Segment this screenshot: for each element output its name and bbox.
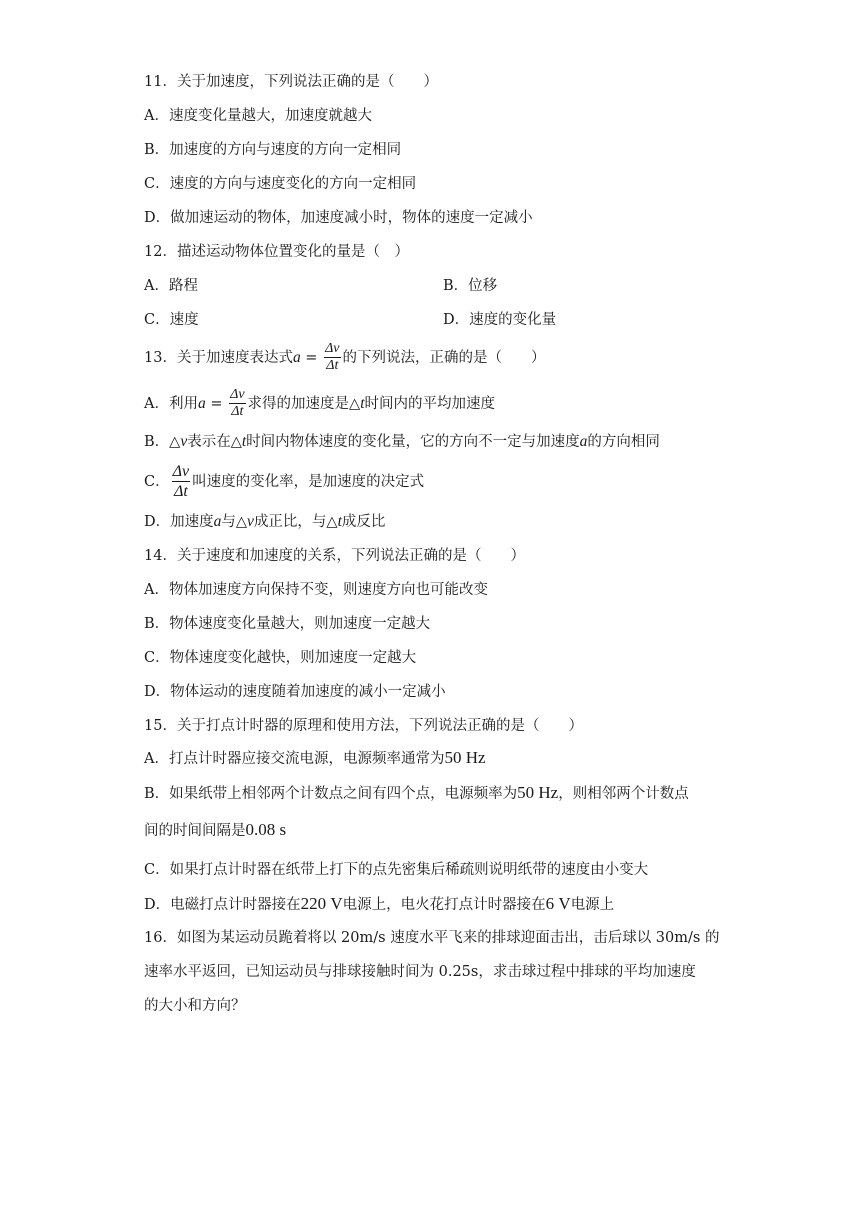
- q13-b-pre: B．△: [144, 434, 181, 450]
- q15-b-pre: B．如果纸带上相邻两个计数点之间有四个点，电源频率为: [144, 786, 518, 802]
- q14-option-a: A．物体加速度方向保持不变，则速度方向也可能改变: [144, 582, 488, 598]
- q13-b-var-v: v: [180, 433, 188, 450]
- q13-c-fraction: [172, 462, 191, 501]
- q13-a-fraction: [229, 387, 245, 420]
- q13-option-d: [144, 512, 385, 532]
- q13-a-eq: =: [205, 396, 228, 412]
- q12-option-d: D．速度的变化量: [443, 312, 557, 328]
- q15-b2-pre: 间的时间间隔是: [144, 823, 246, 839]
- q13-c-frac-num: Δv: [172, 462, 190, 480]
- q13-b-mid1: 表示在△: [187, 434, 242, 450]
- q13-option-b: [144, 432, 660, 452]
- q15-d-post: 电源上: [570, 897, 615, 913]
- q13-stem: [144, 340, 546, 376]
- q16-line-3: 的大小和方向？: [144, 998, 246, 1014]
- q13-c-post: 叫速度的变化率，是加速度的决定式: [192, 474, 425, 490]
- q13-b-post: 的方向相同: [587, 434, 660, 450]
- q11-option-b: B．加速度的方向与速度的方向一定相同: [144, 142, 402, 158]
- q13-stem-frac-num: Δv: [325, 340, 340, 356]
- q12-option-a: A．路程: [144, 278, 198, 294]
- q13-stem-var-a: a: [292, 349, 301, 366]
- q13-a-var-a: a: [197, 395, 206, 412]
- q15-option-d: [144, 894, 614, 915]
- q13-b-var-a: a: [579, 433, 588, 450]
- q15-option-a: [144, 748, 486, 769]
- q14-option-d: D．物体运动的速度随着加速度的减小一定减小: [144, 684, 446, 700]
- q15-b2-value: 0.08 s: [245, 820, 287, 839]
- q15-a-pre: A．打点计时器应接交流电源，电源频率通常为: [144, 751, 445, 767]
- q16-line-1: 16．如图为某运动员跪着将以 20m/s 速度水平飞来的排球迎面击出，击后球以 30m/s 的: [144, 930, 720, 946]
- q15-option-b: [144, 783, 689, 804]
- q13-a-post2: 时间内的平均加速度: [364, 396, 496, 412]
- q15-stem: 15．关于打点计时器的原理和使用方法，下列说法正确的是（ ）: [144, 718, 583, 734]
- q15-b-post: ，则相邻两个计数点: [558, 786, 689, 802]
- q11-option-d: D．做加速运动的物体，加速度减小时，物体的速度一定减小: [144, 210, 533, 226]
- q15-a-value: 50 Hz: [444, 748, 486, 767]
- q15-d-value1: 220 V: [300, 894, 343, 913]
- q13-stem-frac-den: Δt: [326, 357, 339, 373]
- q13-c-frac-den: Δt: [173, 482, 188, 500]
- q15-option-b-cont: [144, 820, 286, 841]
- q15-option-c: C．如果打点计时器在纸带上打下的点先密集后稀疏则说明纸带的速度由小变大: [144, 862, 649, 878]
- q13-a-frac-den: Δt: [231, 403, 244, 419]
- q11-option-c: C．速度的方向与速度变化的方向一定相同: [144, 176, 417, 192]
- q13-a-pre: A．利用: [144, 396, 198, 412]
- q11-option-a: A．速度变化量越大，加速度就越大: [144, 108, 372, 124]
- q14-option-b: B．物体速度变化量越大，则加速度一定越大: [144, 616, 431, 632]
- q15-d-value2: 6 V: [545, 894, 571, 913]
- q12-option-b: B．位移: [443, 278, 498, 294]
- q13-a-post1: 求得的加速度是△: [247, 396, 361, 412]
- q13-stem-pre: 13．关于加速度表达式: [144, 350, 293, 366]
- q15-d-pre: D．电磁打点计时器接在: [144, 897, 301, 913]
- q12-stem: 12．描述运动物体位置变化的量是（ ）: [144, 244, 409, 260]
- q13-d-var-a: a: [213, 513, 222, 530]
- q12-option-c: C．速度: [144, 312, 199, 328]
- q14-stem: 14．关于速度和加速度的关系，下列说法正确的是（ ）: [144, 548, 525, 564]
- q15-d-mid: 电源上，电火花打点计时器接在: [342, 897, 546, 913]
- q13-stem-eq: =: [300, 350, 323, 366]
- q13-d-var-v: v: [247, 513, 254, 530]
- q13-option-a: [144, 386, 495, 422]
- q13-a-frac-num: Δv: [230, 386, 245, 402]
- q13-d-mid: 与△: [221, 514, 248, 530]
- q14-option-c: C．物体速度变化越快，则加速度一定越大: [144, 650, 417, 666]
- q13-option-c: [144, 460, 424, 504]
- q13-d-mid2: 成正比，与△: [253, 514, 338, 530]
- q13-b-var-t: t: [241, 433, 247, 450]
- q13-c-pre: C．: [144, 474, 170, 490]
- q13-a-var-t: t: [360, 395, 365, 412]
- q13-d-pre: D．加速度: [144, 514, 214, 530]
- q15-b-value: 50 Hz: [517, 783, 559, 802]
- q13-d-var-t: t: [337, 513, 342, 530]
- q13-d-post: 成反比: [341, 514, 386, 530]
- q13-b-mid2: 时间内物体速度的变化量，它的方向不一定与加速度: [246, 434, 580, 450]
- q16-line-2: 速率水平返回，已知运动员与排球接触时间为 0.25s，求击球过程中排球的平均加速度: [144, 964, 696, 980]
- q11-stem: 11．关于加速度，下列说法正确的是（ ）: [144, 74, 438, 90]
- q13-stem-post: 的下列说法，正确的是（ ）: [342, 350, 546, 366]
- q13-stem-fraction: [324, 341, 340, 374]
